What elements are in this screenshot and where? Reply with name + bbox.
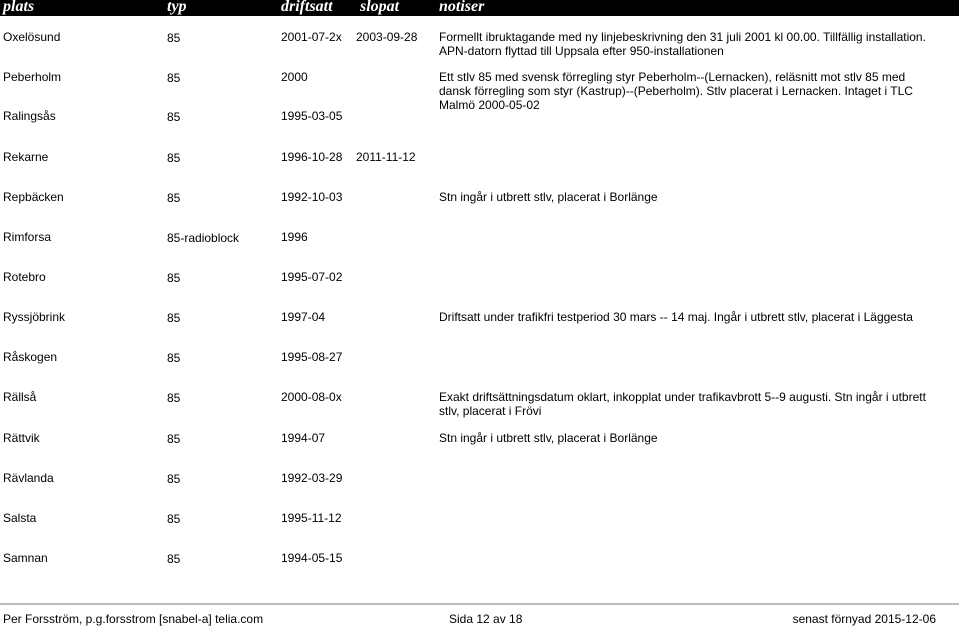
cell-slopat: 2003-09-28 <box>356 30 418 44</box>
cell-driftsatt: 2001-07-2x <box>281 30 342 44</box>
cell-driftsatt: 1992-10-03 <box>281 190 343 204</box>
table-row <box>0 190 959 230</box>
table-row <box>0 150 959 190</box>
cell-slopat: 2011-11-12 <box>356 150 416 164</box>
cell-plats: Oxelösund <box>3 30 61 44</box>
table-row <box>0 70 959 110</box>
table-row <box>0 551 959 591</box>
cell-typ: 85 <box>167 31 181 45</box>
footer-updated: senast förnyad 2015-12-06 <box>792 612 936 626</box>
table-row <box>0 390 959 430</box>
cell-notiser: Stn ingår i utbrett stlv, placerat i Borlänge <box>439 190 658 204</box>
table-row <box>0 230 959 270</box>
cell-plats: Rävlanda <box>3 471 54 485</box>
footer-author: Per Forsström, p.g.forsstrom [snabel-a] telia.com <box>3 612 264 626</box>
cell-typ: 85 <box>167 151 181 165</box>
column-header-plats: plats <box>3 0 35 15</box>
cell-typ: 85 <box>167 191 181 205</box>
cell-driftsatt: 1997-04 <box>281 310 326 324</box>
cell-driftsatt: 1992-03-29 <box>281 471 343 485</box>
column-header-slopat: slopat <box>360 0 400 15</box>
cell-notiser: Driftsatt under trafikfri testperiod 30 mars -- 14 maj. Ingår i utbrett stlv, placerat i Läggesta <box>439 310 913 324</box>
cell-plats: Rättvik <box>3 431 40 445</box>
cell-typ: 85 <box>167 391 181 405</box>
cell-notiser: Exakt driftsättningsdatum oklart, inkopplat under trafikavbrott 5--9 augusti. Stn ingår i utbrett stlv, placerat i Frövi <box>439 390 926 418</box>
cell-plats: Salsta <box>3 511 37 525</box>
cell-driftsatt: 1995-07-02 <box>281 270 343 284</box>
column-header-typ: typ <box>167 0 187 15</box>
cell-typ: 85 <box>167 512 181 526</box>
cell-driftsatt: 2000-08-0x <box>281 390 342 404</box>
cell-notiser: Formellt ibruktagande med ny linjebeskrivning den 31 juli 2001 kl 00.00. Tillfällig installation. APN-datorn flyttad till Uppsala efter 950-installationen <box>439 30 926 58</box>
cell-notiser: Ett stlv 85 med svensk förregling styr Peberholm--(Lernacken), reläsnitt mot stlv 85 med dansk förregling som styr (Kastrup)--(Peberholm). Stlv placerat i Lernacken. Intaget i TLC Malmö 2000-05-02 <box>439 70 913 112</box>
cell-driftsatt: 1994-05-15 <box>281 551 343 565</box>
table-row <box>0 30 959 70</box>
cell-plats: Repbäcken <box>3 190 64 204</box>
cell-plats: Rekarne <box>3 150 49 164</box>
cell-plats: Ryssjöbrink <box>3 310 66 324</box>
cell-plats: Råskogen <box>3 350 58 364</box>
table-row <box>0 471 959 511</box>
cell-driftsatt: 1996 <box>281 230 308 244</box>
cell-plats: Peberholm <box>3 70 62 84</box>
cell-typ: 85 <box>167 110 181 124</box>
table-row <box>0 431 959 471</box>
cell-typ: 85 <box>167 71 181 85</box>
cell-notiser: Stn ingår i utbrett stlv, placerat i Borlänge <box>439 431 658 445</box>
cell-typ: 85-radioblock <box>167 231 240 245</box>
table-row <box>0 511 959 551</box>
cell-driftsatt: 2000 <box>281 70 308 84</box>
cell-plats: Rotebro <box>3 270 46 284</box>
cell-typ: 85 <box>167 432 181 446</box>
column-header-notiser: notiser <box>439 0 485 15</box>
cell-plats: Ralingsås <box>3 109 56 123</box>
table-row <box>0 310 959 350</box>
cell-driftsatt: 1995-11-12 <box>281 511 342 525</box>
cell-plats: Samnan <box>3 551 48 565</box>
footer-page-number: Sida 12 av 18 <box>449 612 523 626</box>
cell-typ: 85 <box>167 472 181 486</box>
cell-driftsatt: 1995-08-27 <box>281 350 343 364</box>
table-row <box>0 270 959 310</box>
cell-driftsatt: 1994-07 <box>281 431 326 445</box>
cell-plats: Rällså <box>3 390 37 404</box>
cell-typ: 85 <box>167 271 181 285</box>
column-header-driftsatt: driftsatt <box>281 0 333 15</box>
footer-divider <box>0 603 959 605</box>
cell-plats: Rimforsa <box>3 230 52 244</box>
cell-typ: 85 <box>167 351 181 365</box>
cell-typ: 85 <box>167 552 181 566</box>
cell-typ: 85 <box>167 311 181 325</box>
table-row <box>0 109 959 149</box>
cell-driftsatt: 1995-03-05 <box>281 109 343 123</box>
table-row <box>0 350 959 390</box>
cell-driftsatt: 1996-10-28 <box>281 150 343 164</box>
table-header <box>0 0 959 16</box>
